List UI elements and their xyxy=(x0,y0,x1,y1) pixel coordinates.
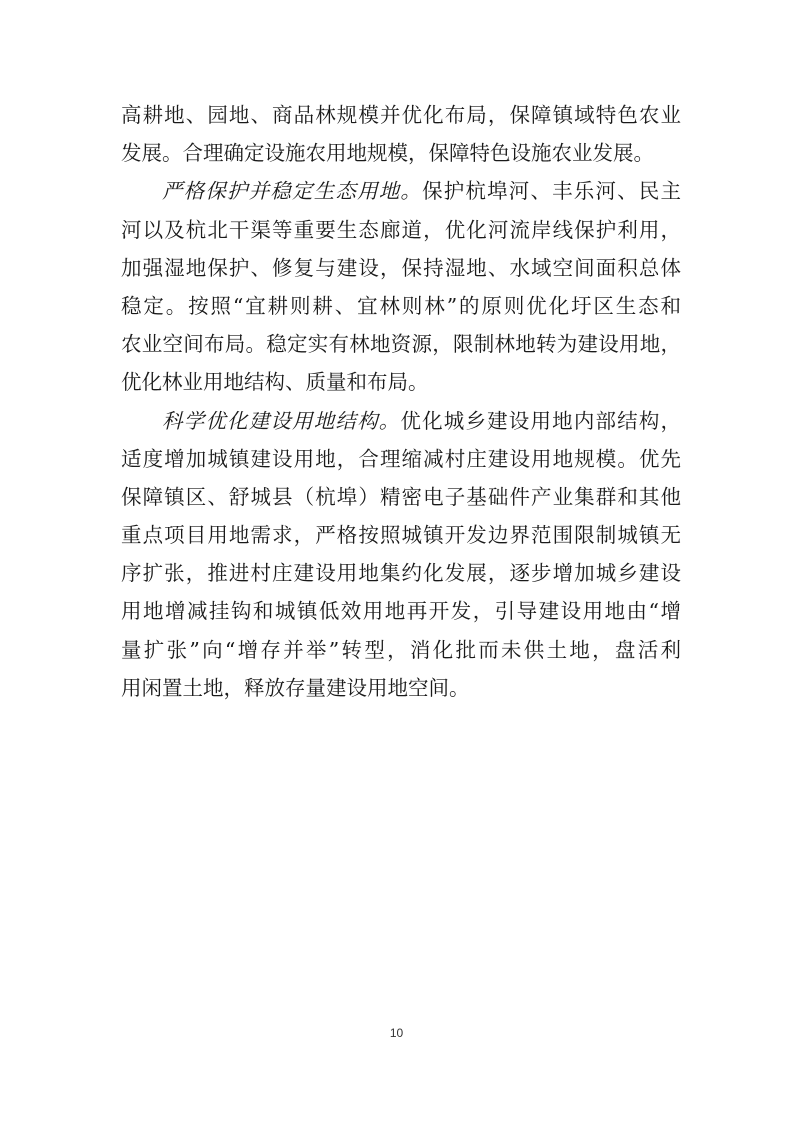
paragraph-2-line-1-text: 保护杭埠河、丰乐河、民主 xyxy=(422,179,682,204)
paragraph-3-line-7: 量扩张”向“增存并举”转型，消化批而未供土地，盘活利 xyxy=(121,637,681,662)
paragraph-3-line-6: 用地增减挂钩和城镇低效用地再开发，引导建设用地由“增 xyxy=(121,599,681,624)
paragraph-3-line-2: 适度增加城镇建设用地，合理缩减村庄建设用地规模。优先 xyxy=(121,446,681,471)
paragraph-3-line-1-text: 优化城乡建设用地内部结构， xyxy=(400,408,682,433)
paragraph-2-line-1 xyxy=(121,172,681,210)
paragraph-3-line-5: 序扩张，推进村庄建设用地集约化发展，逐步增加城乡建设 xyxy=(121,561,681,586)
paragraph-2-line-3: 加强湿地保护、修复与建设，保持湿地、水域空间面积总体 xyxy=(121,255,681,280)
paragraph-2-lead-heading: 严格保护并稳定生态用地。 xyxy=(162,179,423,204)
paragraph-1-line-2: 发展。合理确定设施农用地规模，保障特色设施农业发展。 xyxy=(121,141,654,166)
paragraph-2-line-4: 稳定。按照“宜耕则耕、宜林则林”的原则优化圩区生态和 xyxy=(121,293,681,318)
paragraph-3-line-3: 保障镇区、舒城县（杭埠）精密电子基础件产业集群和其他 xyxy=(121,484,681,509)
paragraph-2-line-2: 河以及杭北干渠等重要生态廊道，优化河流岸线保护利用， xyxy=(121,217,681,242)
paragraph-2-line-6: 优化林业用地结构、质量和布局。 xyxy=(121,370,429,395)
paragraph-3-line-1 xyxy=(121,402,681,440)
paragraph-1-line-1: 高耕地、园地、商品林规模并优化布局，保障镇域特色农业 xyxy=(121,103,681,127)
body-text xyxy=(121,96,681,707)
paragraph-3-line-4: 重点项目用地需求，严格按照城镇开发边界范围限制城镇无 xyxy=(121,523,681,548)
paragraph-3-lead-heading: 科学优化建设用地结构。 xyxy=(162,408,401,433)
paragraph-2-line-5: 农业空间布局。稳定实有林地资源，限制林地转为建设用地， xyxy=(121,332,681,357)
paragraph-3-line-8: 用闲置土地，释放存量建设用地空间。 xyxy=(121,675,470,700)
page-number: 10 xyxy=(389,1026,404,1040)
